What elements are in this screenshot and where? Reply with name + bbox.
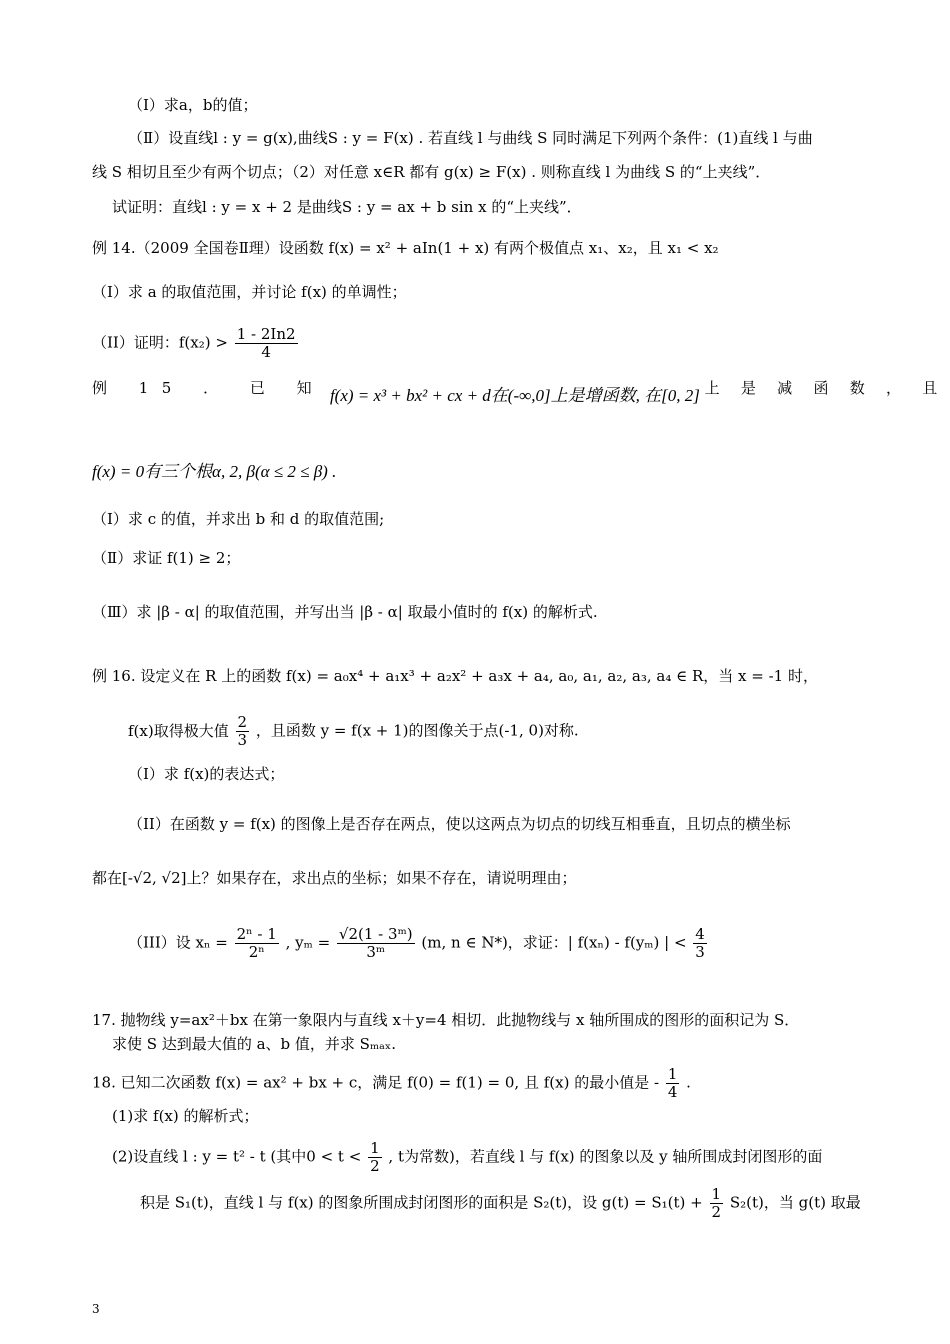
part-1-question: [128, 93, 862, 117]
problem-18-part-1: [112, 1104, 862, 1128]
problem-18-part-2-cont: [140, 1186, 862, 1221]
numerator: 4: [695, 925, 705, 943]
text-line: （II）证明：f(x₂) >: [92, 333, 228, 352]
denominator: 2ⁿ: [248, 943, 265, 961]
example-16-part-2: [128, 812, 862, 836]
numerator: 2ⁿ - 1: [236, 925, 277, 943]
numerator: 1 - 2In2: [236, 325, 296, 343]
denominator: 3: [695, 943, 705, 961]
text-line: 18. 已知二次函数 f(x) = ax² + bx + c，满足 f(0) = f(1) = 0, 且 f(x) 的最小值是 -: [92, 1073, 660, 1092]
page-number: 3: [92, 1302, 100, 1316]
text-line: （Ⅲ）求 |β - α| 的取值范围，并写出当 |β - α| 取最小值时的 f(x) 的解析式.: [92, 603, 598, 621]
problem-17-line-1: [92, 1008, 862, 1032]
example-16-part-2-cont: [92, 866, 862, 890]
text-line: 例 15 ． 已 知: [92, 379, 326, 397]
text-line: （III）设 xₙ =: [128, 933, 228, 952]
denominator: 4: [261, 343, 271, 361]
numerator: 1: [711, 1185, 722, 1203]
part-2-definition: [128, 126, 862, 150]
text-line: S₂(t)，当 g(t) 取最: [729, 1193, 861, 1212]
part-2-condition: [92, 160, 862, 184]
text-line: （Ⅰ）求a，b的值；: [128, 96, 258, 114]
denominator: 2: [370, 1157, 380, 1175]
numerator: 1: [667, 1065, 678, 1083]
fraction: [710, 1186, 724, 1221]
fraction: [235, 326, 298, 361]
text-line: 积是 S₁(t)，直线 l 与 f(x) 的图象所围成封闭图形的面积是 S₂(t)，设 g(t) = S₁(t) +: [140, 1193, 703, 1212]
text-line: 例 14.（2009 全国卷Ⅱ理）设函数 f(x) = x² + aIn(1 + x) 有两个极值点 x₁、x₂，且 x₁ < x₂: [92, 239, 719, 257]
denominator: 2: [711, 1203, 722, 1221]
example-15-condition: [92, 460, 862, 484]
example-16-part-3: [128, 926, 862, 961]
example-14-part-1: [92, 280, 862, 304]
text-line: 上 是 减 函 数 ， 且: [704, 379, 946, 397]
numerator: √2(1 - 3ᵐ): [338, 925, 413, 943]
text-line: 例 16. 设定义在 R 上的函数 f(x) = a₀x⁴ + a₁x³ + a₂x² + a₃x + a₄, a₀, a₁, a₂, a₃, a₄ ∈ R，当 x = -1 时，: [92, 667, 818, 685]
denominator: 4: [667, 1083, 678, 1101]
text-line: (m, n ∈ N*)，求证：| f(xₙ) - f(yₘ) | <: [421, 933, 687, 952]
fraction: [236, 714, 250, 749]
problem-17-line-2: [112, 1032, 862, 1056]
example-15-part-2: [92, 546, 862, 570]
text-line: （II）在函数 y = f(x) 的图像上是否存在两点，使以这两点为切点的切线互相垂直，且切点的横坐标: [128, 815, 791, 833]
example-14-part-2: [92, 326, 862, 361]
text-line: , t为常数)，若直线 l 与 f(x) 的图象以及 y 轴所围成封闭图形的面: [388, 1147, 823, 1166]
math-expression: f(x) = x³ + bx² + cx + d在(-∞,0]上是增函数, 在[0, 2]: [329, 386, 700, 405]
fraction: [337, 926, 415, 961]
example-16-part-1: [128, 762, 862, 786]
fraction: [368, 1140, 382, 1175]
text-line: 线 S 相切且至少有两个切点；（2）对任意 x∈R 都有 g(x) ≥ F(x) . 则称直线 l 为曲线 S 的“上夹线”．: [92, 163, 771, 181]
problem-18-title: [92, 1066, 862, 1101]
problem-18-part-2: [112, 1140, 862, 1175]
text-line: f(x)取得极大值: [128, 721, 229, 740]
text-line: , yₘ =: [285, 933, 331, 952]
fraction: [235, 926, 279, 961]
text-line: （Ⅱ）设直线l : y = g(x),曲线S : y = F(x) . 若直线 l 与曲线 S 同时满足下列两个条件：(1)直线 l 与曲: [128, 129, 813, 147]
fraction: [693, 926, 707, 961]
text-line: 试证明：直线l : y = x + 2 是曲线S : y = ax + b sin x 的“上夹线”．: [112, 198, 582, 216]
proof-statement: [112, 195, 862, 219]
text-line: .: [686, 1073, 691, 1092]
example-14-title: [92, 236, 862, 260]
denominator: 3: [237, 731, 248, 749]
text-line: (1)求 f(x) 的解析式；: [112, 1107, 259, 1125]
math-expression: f(x) = 0有三个根α, 2, β(α ≤ 2 ≤ β) .: [92, 462, 337, 481]
numerator: 2: [237, 713, 248, 731]
example-16-condition: [92, 714, 862, 749]
text-line: （I）求 f(x)的表达式；: [128, 765, 285, 783]
denominator: 3ᵐ: [366, 943, 386, 961]
text-line: （I）求 a 的取值范围，并讨论 f(x) 的单调性；: [92, 283, 407, 301]
example-15-title: [92, 376, 946, 405]
text-line: ，且函数 y = f(x + 1)的图像关于点(-1, 0)对称.: [255, 721, 579, 740]
text-line: 17. 抛物线 y=ax²＋bx 在第一象限内与直线 x＋y=4 相切．此抛物线与 x 轴所围成的图形的面积记为 S．: [92, 1011, 800, 1029]
example-15-part-3: [92, 600, 862, 624]
text-line: （Ⅰ）求 c 的值，并求出 b 和 d 的取值范围;: [92, 510, 385, 528]
text-line: 求使 S 达到最大值的 a、b 值，并求 Sₘₐₓ.: [112, 1035, 397, 1053]
numerator: 1: [370, 1139, 380, 1157]
fraction: [666, 1066, 680, 1101]
text-line: (2)设直线 l : y = t² - t (其中0 < t <: [112, 1147, 362, 1166]
text-line: 都在[-√2, √2]上？如果存在，求出点的坐标；如果不存在，请说明理由；: [92, 869, 577, 887]
text-line: （Ⅱ）求证 f(1) ≥ 2；: [92, 549, 241, 567]
example-15-part-1: [92, 507, 862, 531]
example-16-title: [92, 664, 862, 688]
